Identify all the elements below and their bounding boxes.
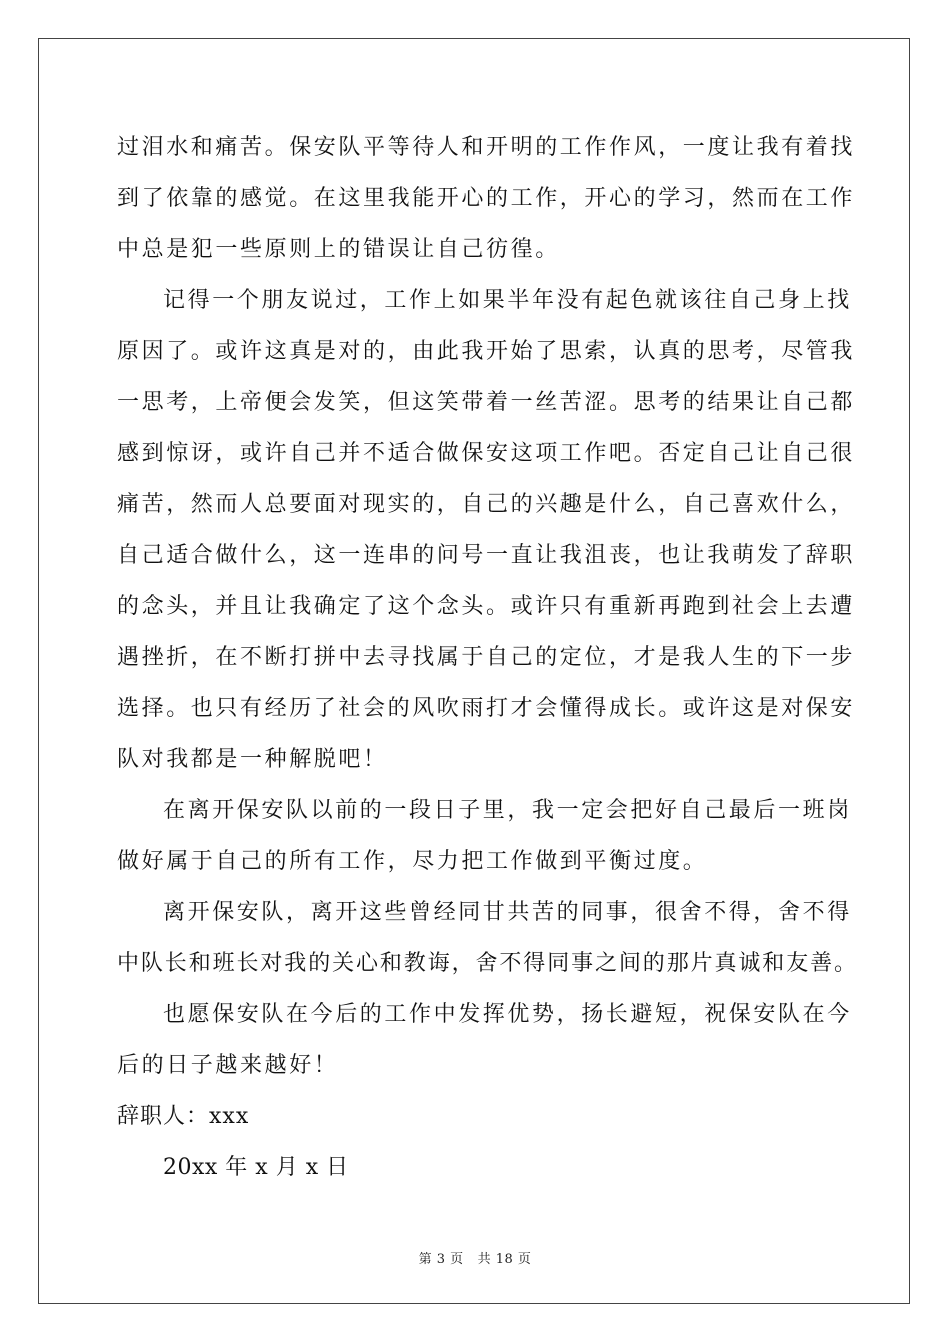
paragraph-start: 离开保安队，离开这些曾经同甘共苦的同事，很舍不得，舍不得 bbox=[163, 900, 852, 925]
body-line: 队对我都是一种解脱吧！ bbox=[117, 747, 388, 772]
body-line: 遇挫折，在不断打拼中去寻找属于自己的定位，才是我人生的下一步 bbox=[117, 645, 856, 670]
paragraph-start: 在离开保安队以前的一段日子里，我一定会把好自己最后一班岗 bbox=[163, 798, 852, 823]
body-line: 中队长和班长对我的关心和教诲，舍不得同事之间的那片真诚和友善。 bbox=[117, 951, 858, 976]
body-line: 的念头，并且让我确定了这个念头。或许只有重新再跑到社会上去遭 bbox=[117, 594, 856, 619]
body-line: 感到惊讶，或许自己并不适合做保安这项工作吧。否定自己让自己很 bbox=[117, 441, 856, 466]
body-line: 中总是犯一些原则上的错误让自己彷徨。 bbox=[117, 237, 560, 262]
date-line: 20xx 年 x 月 x 日 bbox=[163, 1155, 349, 1180]
body-line: 一思考，上帝便会发笑，但这笑带着一丝苦涩。思考的结果让自己都 bbox=[117, 390, 856, 415]
body-line: 到了依靠的感觉。在这里我能开心的工作，开心的学习，然而在工作 bbox=[117, 186, 856, 211]
body-line: 过泪水和痛苦。保安队平等待人和开明的工作作风，一度让我有着找 bbox=[117, 135, 856, 160]
page-total: 共 18 页 bbox=[477, 1252, 532, 1267]
paragraph-start: 也愿保安队在今后的工作中发挥优势，扬长避短，祝保安队在今 bbox=[163, 1002, 852, 1027]
body-line: 做好属于自己的所有工作，尽力把工作做到平衡过度。 bbox=[117, 849, 708, 874]
page-number: 第 3 页 bbox=[418, 1252, 464, 1267]
body-line: 后的日子越来越好！ bbox=[117, 1053, 339, 1078]
body-line: 选择。也只有经历了社会的风吹雨打才会懂得成长。或许这是对保安 bbox=[117, 696, 856, 721]
body-line: 原因了。或许这真是对的，由此我开始了思索，认真的思考，尽管我 bbox=[117, 339, 856, 364]
signature-line: 辞职人：xxx bbox=[117, 1104, 250, 1129]
page-footer bbox=[0, 1248, 950, 1267]
body-line: 自己适合做什么，这一连串的问号一直让我沮丧，也让我萌发了辞职 bbox=[117, 543, 856, 568]
body-line: 痛苦，然而人总要面对现实的，自己的兴趣是什么，自己喜欢什么， bbox=[117, 492, 856, 517]
paragraph-start: 记得一个朋友说过，工作上如果半年没有起色就该往自己身上找 bbox=[163, 288, 852, 313]
